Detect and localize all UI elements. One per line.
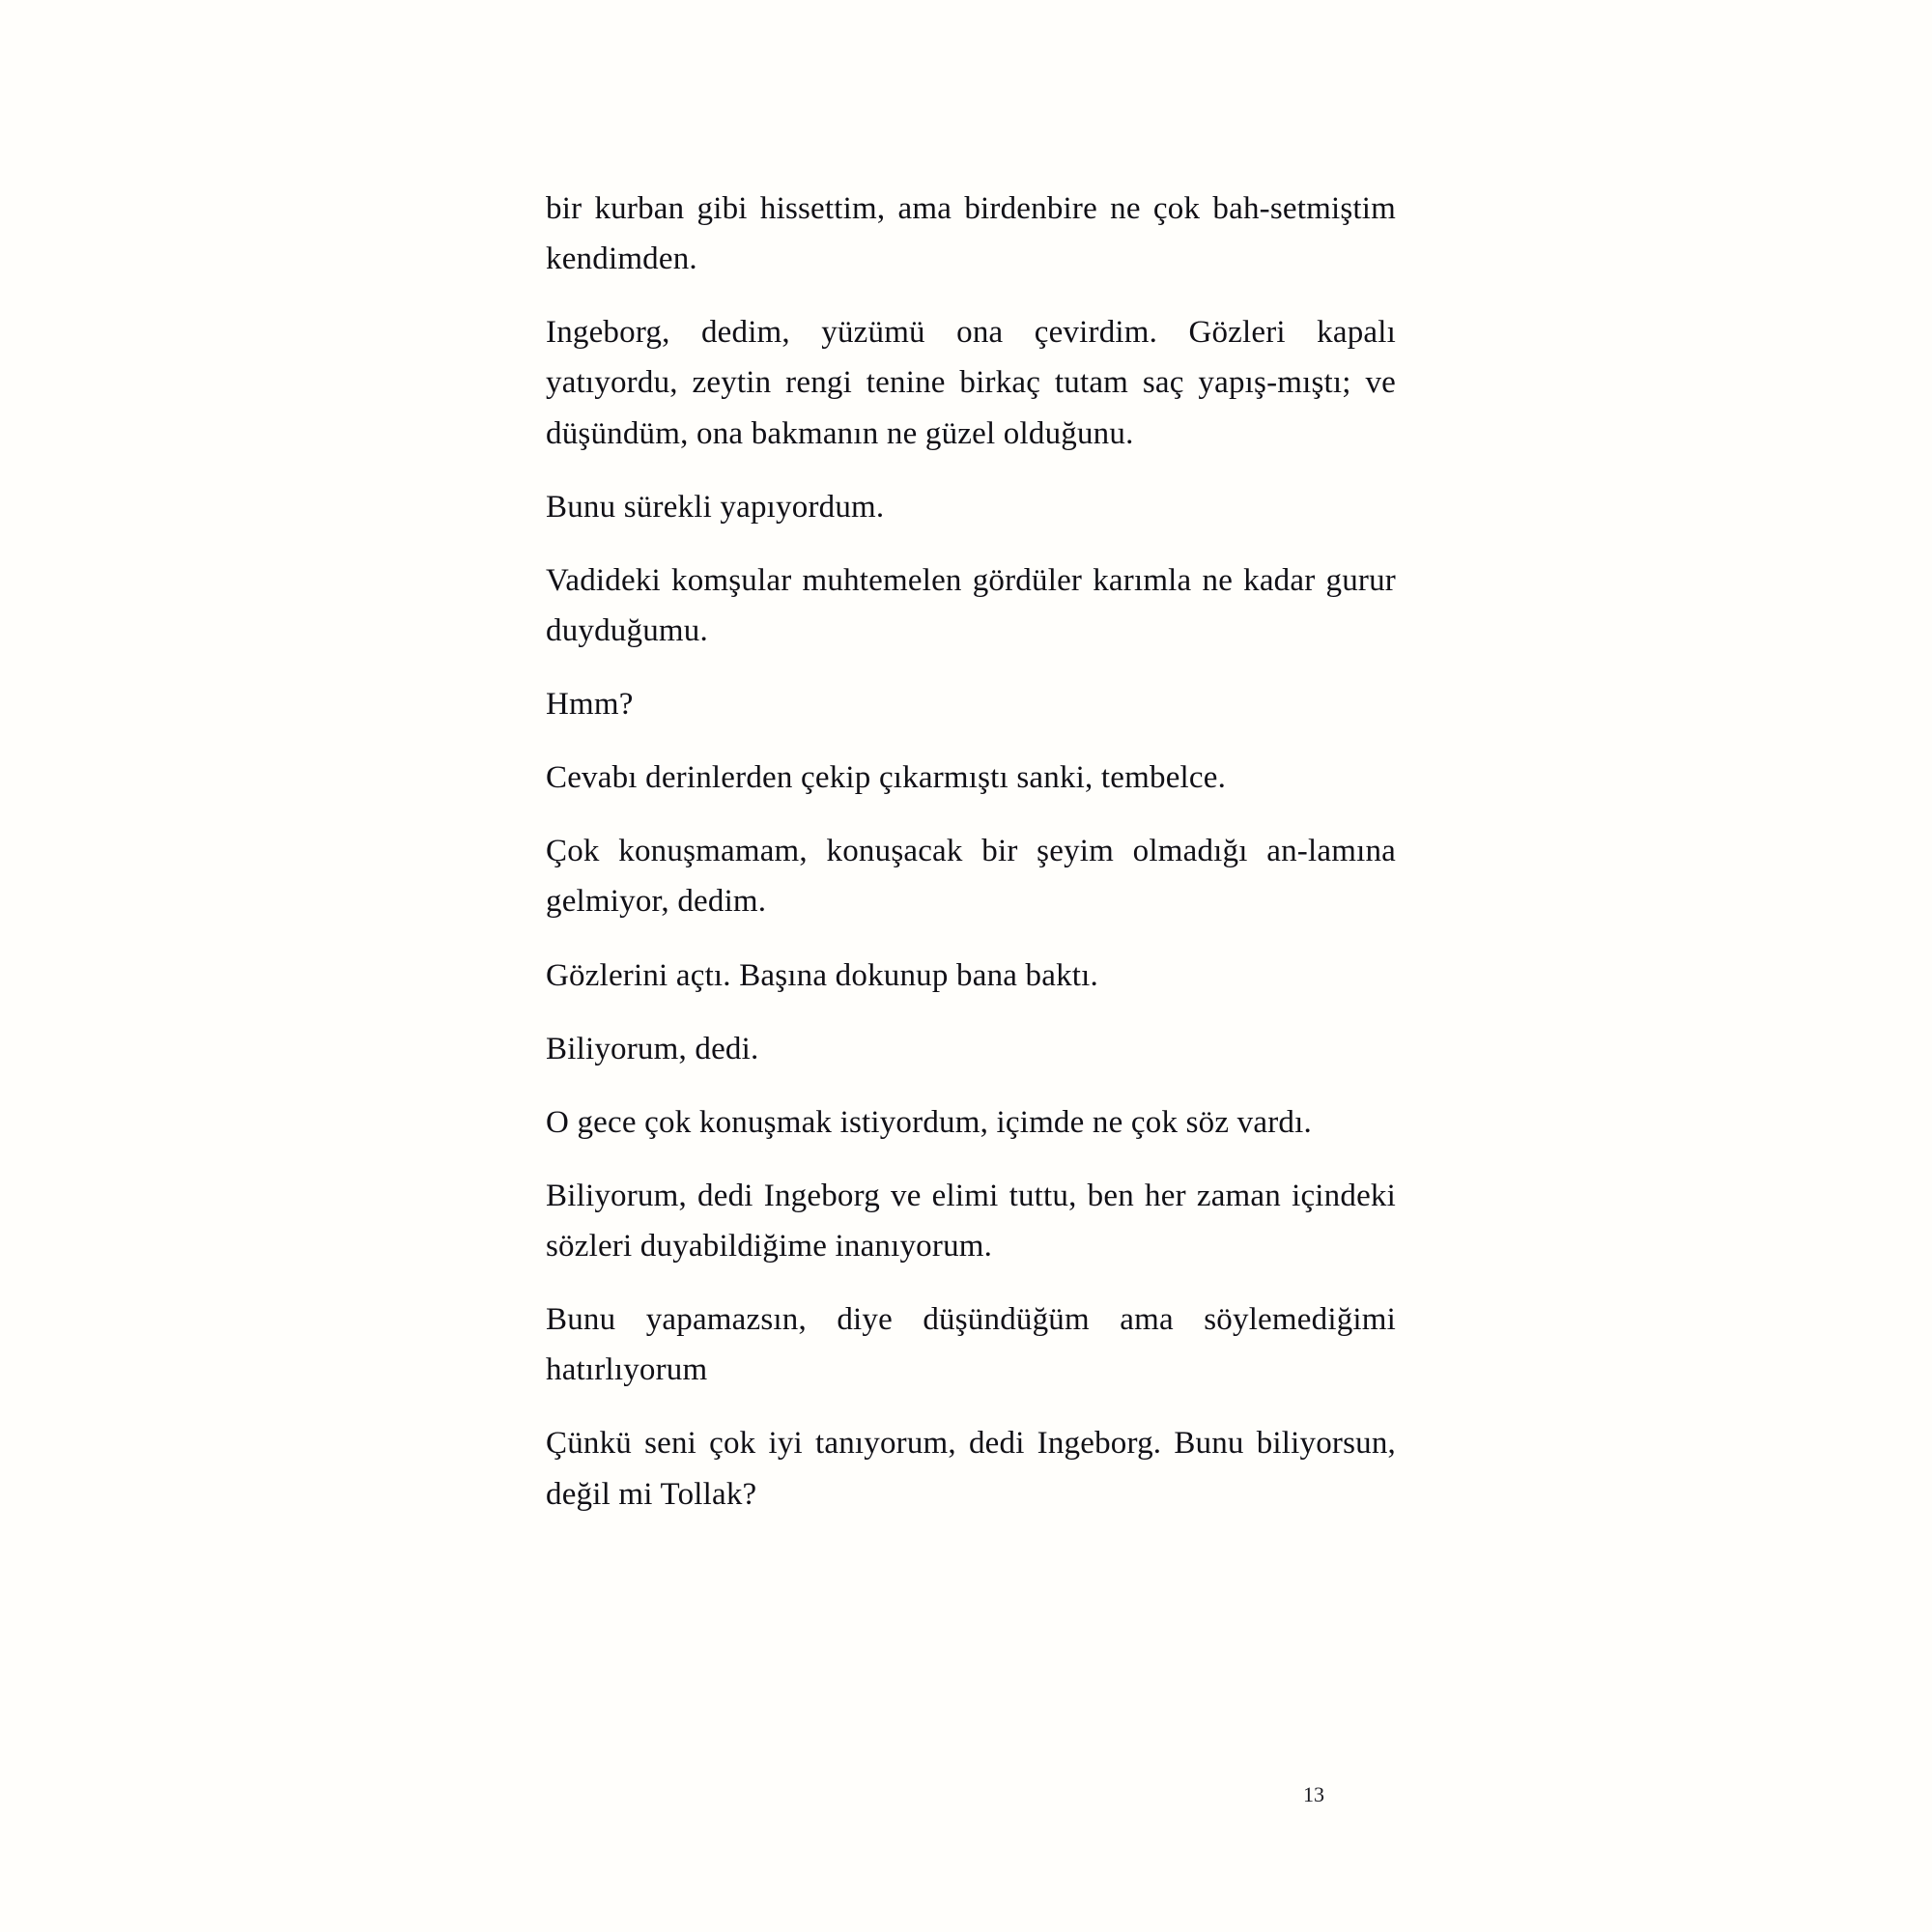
paragraph: Çünkü seni çok iyi tanıyorum, dedi Ingeborg. Bunu biliyorsun, değil mi Tollak?: [546, 1426, 1396, 1512]
paragraph: Hmm?: [546, 687, 634, 722]
paragraph: Bunu yapamazsın, diye düşündüğüm ama söylemediğimi hatırlıyorum: [546, 1302, 1396, 1388]
paragraph: Cevabı derinlerden çekip çıkarmıştı sanki, tembelce.: [546, 760, 1227, 796]
paragraph: Çok konuşmamam, konuşacak bir şeyim olmadığı an-lamına gelmiyor, dedim.: [546, 834, 1396, 920]
paragraph: Ingeborg, dedim, yüzümü ona çevirdim. Gözleri kapalı yatıyordu, zeytin rengi tenine birkaç tutam saç yapış-mıştı; ve düşündüm, ona bakmanın ne güzel olduğunu.: [546, 315, 1396, 451]
paragraph: bir kurban gibi hissettim, ama birdenbire ne çok bah-setmiştim kendimden.: [546, 191, 1396, 277]
paragraph: Biliyorum, dedi Ingeborg ve elimi tuttu, ben her zaman içindeki sözleri duyabildiğime inanıyorum.: [546, 1178, 1396, 1264]
paragraph: Vadideki komşular muhtemelen gördüler karımla ne kadar gurur duyduğumu.: [546, 562, 1396, 648]
paragraph: Bunu sürekli yapıyordum.: [546, 489, 885, 525]
paragraph: Gözlerini açtı. Başına dokunup bana baktı.: [546, 957, 1098, 993]
page-number: 13: [1303, 1782, 1324, 1806]
paragraph: Biliyorum, dedi.: [546, 1031, 759, 1066]
body-text-column: [546, 184, 1396, 1520]
paragraph: O gece çok konuşmak istiyordum, içimde ne çok söz vardı.: [546, 1104, 1312, 1140]
